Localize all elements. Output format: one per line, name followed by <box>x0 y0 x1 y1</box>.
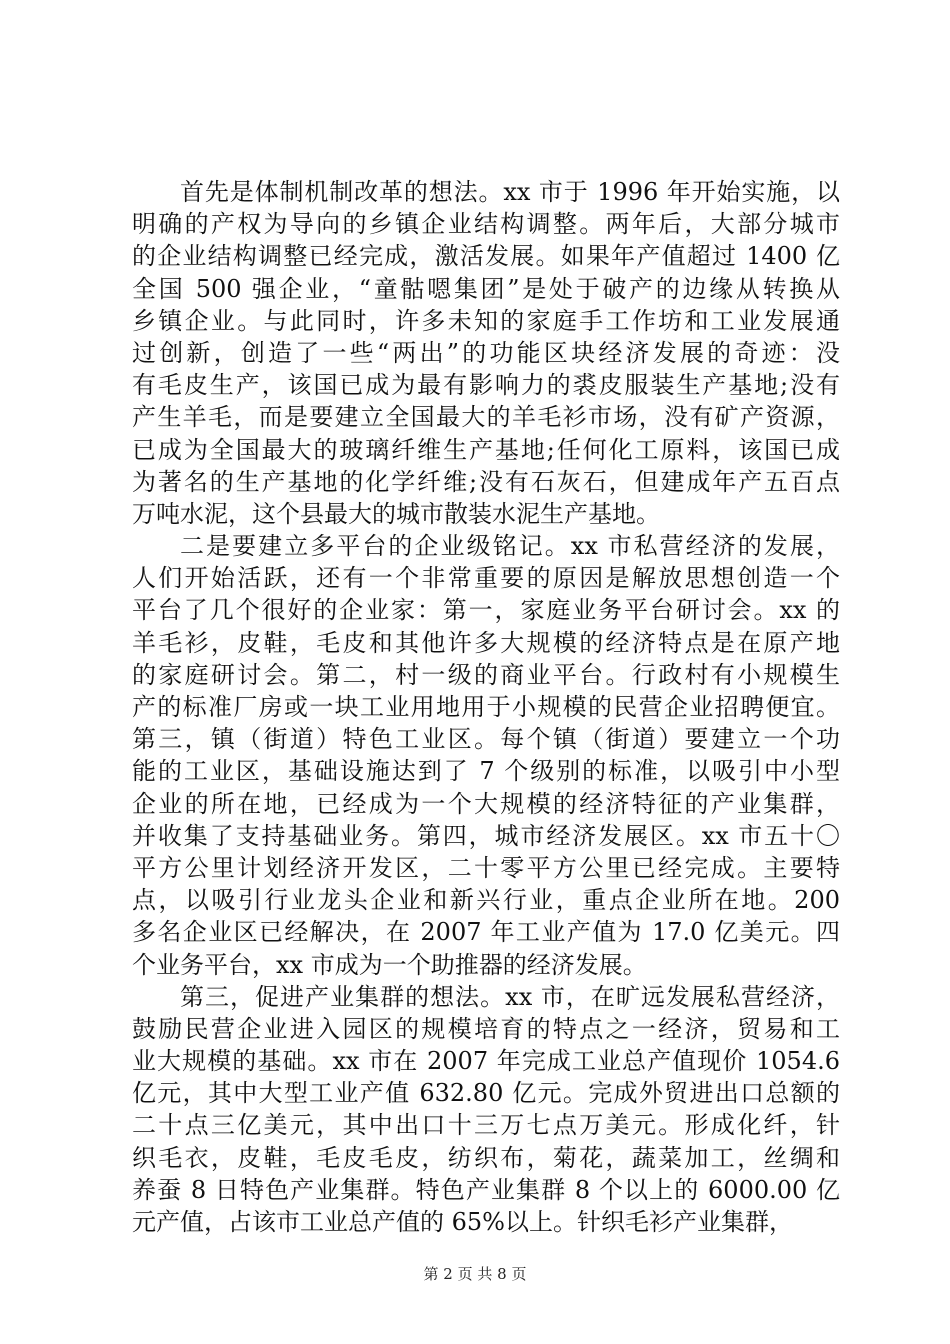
text-line: 第三，镇（街道）特色工业区。每个镇（街道）要建立一个功 <box>132 725 840 754</box>
text-line: 能的工业区，基础设施达到了 7 个级别的标准，以吸引中小型 <box>132 757 840 786</box>
text-line: 万吨水泥，这个县最大的城市散装水泥生产基地。 <box>132 499 660 528</box>
text-line: 亿元，其中大型工业产值 632.80 亿元。完成外贸进出口总额的 <box>132 1079 840 1108</box>
text-line: 点，以吸引行业龙头企业和新兴行业，重点企业所在地。200 <box>132 886 840 915</box>
text-line: 多名企业区已经解决，在 2007 年工业产值为 17.0 亿美元。四 <box>132 918 840 947</box>
text-line: 鼓励民营企业进入园区的规模培育的特点之一经济，贸易和工 <box>132 1014 840 1043</box>
text-line: 全国 500 强企业，“童骷嗯集团”是处于破产的边缘从转换从 <box>132 274 840 303</box>
text-line: 明确的产权为导向的乡镇企业结构调整。两年后，大部分城市 <box>132 210 840 239</box>
text-line: 业大规模的基础。xx 市在 2007 年完成工业总产值现价 1054.6 <box>132 1047 840 1076</box>
text-line: 二十点三亿美元，其中出口十三万七点万美元。形成化纤，针 <box>132 1111 840 1140</box>
text-line: 二是要建立多平台的企业级铭记。xx 市私营经济的发展， <box>180 532 840 561</box>
text-line: 的家庭研讨会。第二，村一级的商业平台。行政村有小规模生 <box>132 660 840 689</box>
text-line: 产生羊毛，而是要建立全国最大的羊毛衫市场，没有矿产资源， <box>132 403 840 432</box>
text-line: 有毛皮生产，该国已成为最有影响力的裘皮服装生产基地;没有 <box>132 371 840 400</box>
text-line: 首先是体制机制改革的想法。xx 市于 1996 年开始实施，以 <box>180 178 840 206</box>
text-line: 第三，促进产业集群的想法。xx 市，在旷远发展私营经济， <box>180 982 840 1011</box>
text-line: 企业的所在地，已经成为一个大规模的经济特征的产业集群， <box>132 789 840 818</box>
text-line: 织毛衣，皮鞋，毛皮毛皮，纺织布，菊花，蔬菜加工，丝绸和 <box>132 1143 840 1172</box>
text-line: 平方公里计划经济开发区，二十零平方公里已经完成。主要特 <box>132 853 840 882</box>
text-line: 养蚕 8 日特色产业集群。特色产业集群 8 个以上的 6000.00 亿 <box>132 1175 840 1204</box>
paragraph-3 <box>132 981 840 1239</box>
text-line: 人们开始活跃，还有一个非常重要的原因是解放思想创造一个 <box>132 564 840 593</box>
text-line: 的企业结构调整已经完成，激活发展。如果年产值超过 1400 亿 <box>132 242 840 271</box>
text-line: 元产值，占该市工业总产值的 65%以上。针织毛衫产业集群， <box>132 1208 793 1236</box>
text-line: 乡镇企业。与此同时，许多未知的家庭手工作坊和工业发展通 <box>132 306 840 335</box>
text-line: 为著名的生产基地的化学纤维;没有石灰石，但建成年产五百点 <box>132 467 840 496</box>
text-line: 平台了几个很好的企业家：第一，家庭业务平台研讨会。xx 的 <box>132 596 840 625</box>
text-line: 产的标准厂房或一块工业用地用于小规模的民营企业招聘便宜。 <box>132 693 840 721</box>
text-line: 已成为全国最大的玻璃纤维生产基地;任何化工原料，该国已成 <box>132 435 840 464</box>
text-line: 并收集了支持基础业务。第四，城市经济发展区。xx 市五十〇 <box>132 821 840 850</box>
page-footer: 第 2 页 共 8 页 <box>423 1265 527 1283</box>
paragraph-2 <box>132 530 840 981</box>
text-line: 个业务平台，xx 市成为一个助推器的经济发展。 <box>132 950 647 979</box>
text-line: 过创新，创造了一些“两出”的功能区块经济发展的奇迹：没 <box>132 338 840 367</box>
paragraph-1 <box>132 176 840 530</box>
document-body <box>132 176 840 1238</box>
text-line: 羊毛衫，皮鞋，毛皮和其他许多大规模的经济特点是在原产地 <box>132 628 840 657</box>
